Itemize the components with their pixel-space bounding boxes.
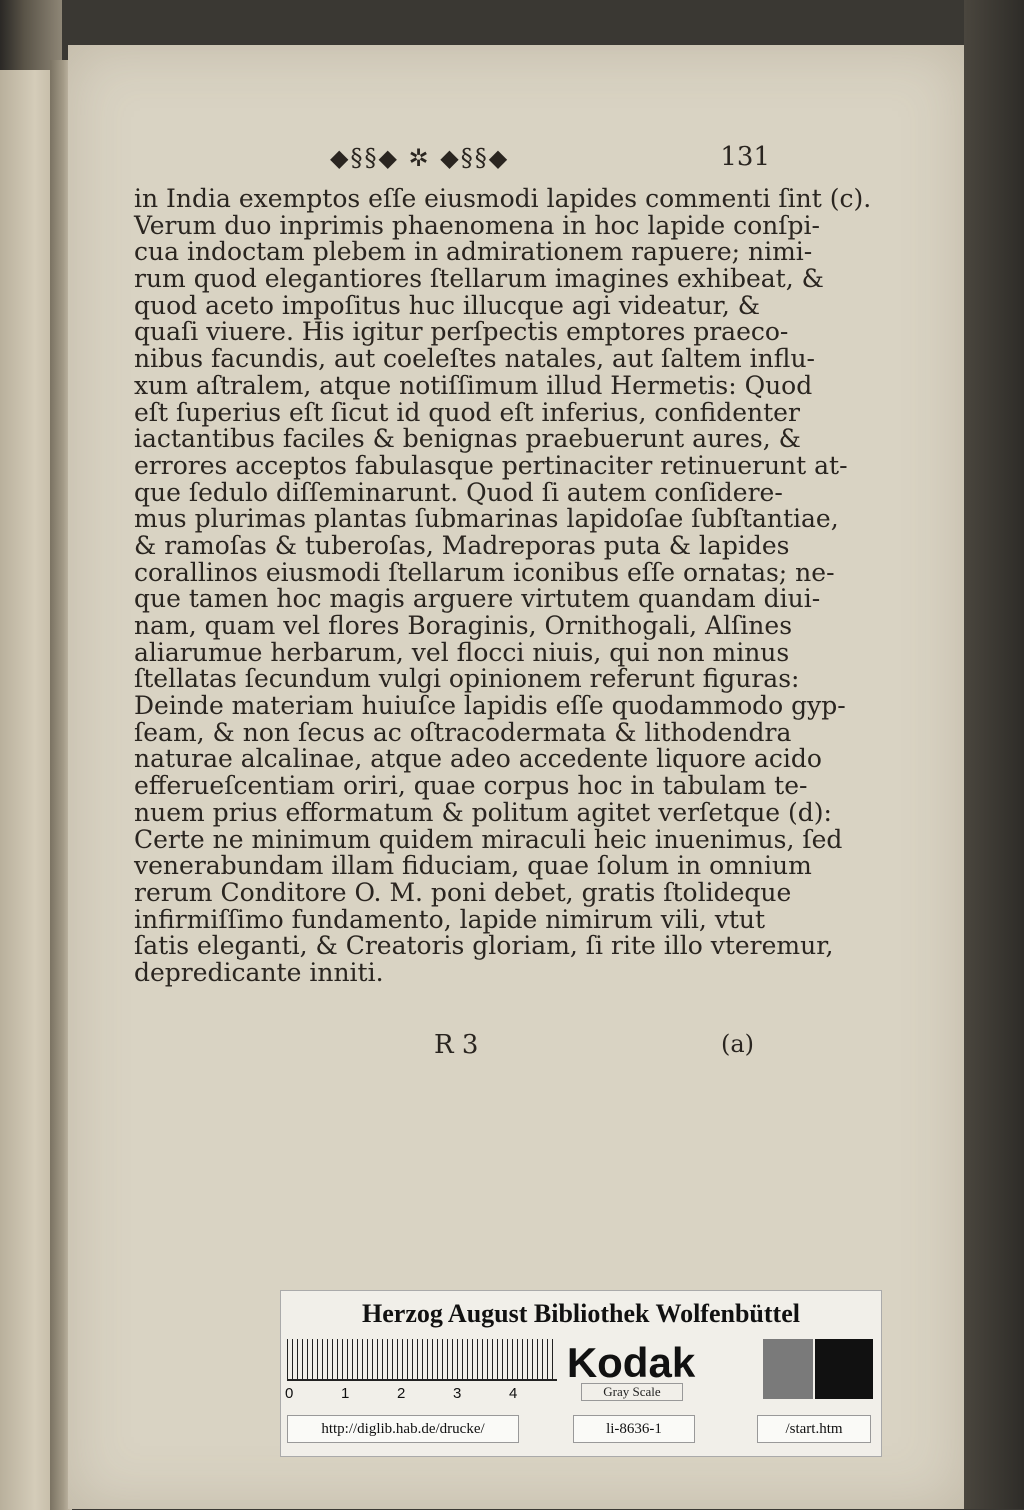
text-line: quaſi viuere. His igitur perſpectis emptores praeco- xyxy=(134,317,789,347)
page-number: 131 xyxy=(720,142,770,172)
shelfmark-label: li-8636-1 xyxy=(573,1415,695,1443)
text-line: eſt ſuperius eſt ſicut id quod eſt inferius, confidenter xyxy=(134,397,800,427)
text-line: nuem prius efformatum & politum agitet verſetque (d): xyxy=(134,797,832,827)
text-line: corallinos eiusmodi ſtellarum iconibus eſſe ornatas; ne- xyxy=(134,557,835,587)
text-line: que ſedulo diſſeminarunt. Quod ſi autem conſidere- xyxy=(134,477,783,507)
gray-swatch xyxy=(763,1339,813,1399)
ruler-number: 3 xyxy=(453,1385,462,1402)
text-line: naturae alcalinae, atque adeo accedente liquore acido xyxy=(134,744,822,774)
black-swatch xyxy=(815,1339,873,1399)
text-line: xum aſtralem, atque notiſſimum illud Hermetis: Quod xyxy=(134,370,813,400)
url-label: http://diglib.hab.de/drucke/ xyxy=(287,1415,519,1443)
page-footer xyxy=(134,1030,754,1070)
text-line: errores acceptos fabulasque pertinaciter retinuerunt at- xyxy=(134,450,848,480)
color-target-card xyxy=(280,1290,882,1457)
ruler-number: 0 xyxy=(285,1385,294,1402)
text-line: ſatis eleganti, & Creatoris gloriam, ſi rite illo vteremur, xyxy=(134,931,834,961)
start-label: /start.htm xyxy=(757,1415,871,1443)
left-page-strip xyxy=(0,70,50,1510)
kodak-logo: Kodak xyxy=(566,1339,696,1386)
text-line: cua indoctam plebem in admirationem rapuere; nimi- xyxy=(134,237,813,267)
catchword: (a) xyxy=(720,1030,754,1058)
text-line: rerum Conditore O. M. poni debet, gratis ſtolideque xyxy=(134,877,792,907)
text-line: ſeam, & non ſecus ac oſtracodermata & lithodendra xyxy=(134,717,792,747)
header-ornament: ◆§§◆ ✲ ◆§§◆ xyxy=(330,144,510,172)
scale-ruler xyxy=(287,1339,557,1379)
ruler-number: 4 xyxy=(509,1385,518,1402)
text-line: depredicante inniti. xyxy=(134,957,384,987)
text-line: Deinde materiam huiuſce lapidis eſſe quodammodo gyp- xyxy=(134,691,846,721)
text-line: aliarumue herbarum, vel flocci niuis, qui non minus xyxy=(134,637,790,667)
text-line: infirmiſſimo fundamento, lapide nimirum vili, vtut xyxy=(134,904,766,934)
text-line: efferueſcentiam oriri, quae corpus hoc in tabulam te- xyxy=(134,771,808,801)
text-line: nibus facundis, aut coeleſtes natales, aut ſaltem influ- xyxy=(134,344,816,374)
right-background xyxy=(964,0,1024,1509)
text-line: Verum duo inprimis phaenomena in hoc lapide conſpi- xyxy=(134,210,820,240)
text-body xyxy=(134,184,872,987)
text-line: ſtellatas ſecundum vulgi opinionem referunt figuras: xyxy=(134,664,800,694)
signature-mark: R 3 xyxy=(434,1030,479,1060)
library-title: Herzog August Bibliothek Wolfenbüttel xyxy=(362,1299,800,1328)
text-line: iactantibus faciles & benignas praebuerunt aures, & xyxy=(134,424,801,454)
text-line: Certe ne minimum quidem miraculi heic inuenimus, ſed xyxy=(134,824,843,854)
text-line: quod aceto impoſitus huc illucque agi videatur, & xyxy=(134,290,761,320)
text-line: venerabundam illam fiduciam, quae ſolum in omnium xyxy=(134,851,812,881)
ruler-baseline xyxy=(287,1379,557,1381)
text-line: mus plurimas plantas ſubmarinas lapidoſae ſubſtantiae, xyxy=(134,504,839,534)
text-line: que tamen hoc magis arguere virtutem quandam diui- xyxy=(134,584,821,614)
text-line: rum quod elegantiores ſtellarum imagines exhibeat, & xyxy=(134,264,824,294)
ruler-number: 1 xyxy=(341,1385,350,1402)
text-line: & ramoſas & tuberoſas, Madreporas puta & lapides xyxy=(134,530,790,560)
grayscale-label: Gray Scale xyxy=(581,1383,683,1401)
text-line: in India exemptos eſſe eiusmodi lapides commenti ſint (c). xyxy=(134,184,872,213)
ruler-number: 2 xyxy=(397,1385,406,1402)
page-header xyxy=(330,142,770,176)
text-line: nam, quam vel flores Boraginis, Ornithogali, Alſines xyxy=(134,611,793,640)
